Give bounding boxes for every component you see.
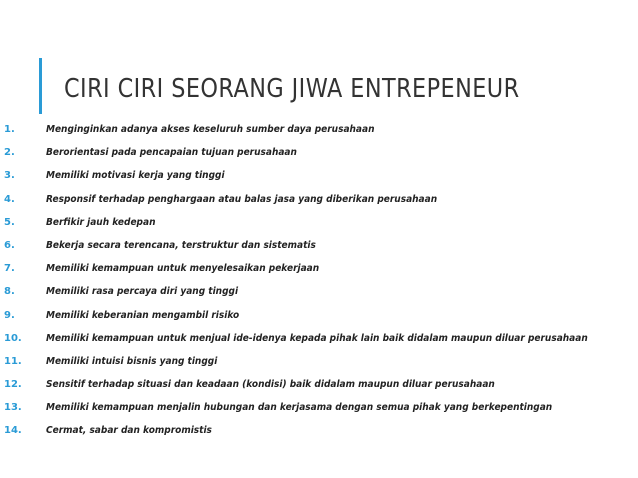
- list-item-text: Menginginkan adanya akses keseluruh sumber daya perusahaan: [46, 124, 375, 135]
- list-item-text: Memiliki kemampuan untuk menjual ide-idenya kepada pihak lain baik didalam maupun diluar perusahaan: [46, 332, 588, 344]
- list-item-number: 4.: [4, 193, 15, 205]
- list-item-text: Berorientasi pada pencapaian tujuan perusahaan: [46, 147, 297, 159]
- list-item-text: Responsif terhadap penghargaan atau balas jasa yang diberikan perusahaan: [46, 193, 438, 205]
- list-item-number: 12.: [4, 379, 22, 391]
- slide-title: CIRI CIRI SEORANG JIWA ENTREPENEUR: [64, 74, 520, 104]
- title-accent-bar: [39, 58, 42, 114]
- list-item-number: 2.: [4, 147, 15, 159]
- list-item-text: Memiliki intuisi bisnis yang tinggi: [46, 355, 218, 367]
- list-item-text: Memiliki keberanian mengambil risiko: [46, 309, 240, 321]
- list-item: [0, 350, 638, 373]
- list-item-number: 8.: [4, 286, 15, 298]
- list-item-number: 10.: [4, 332, 22, 344]
- list-item: [0, 327, 638, 350]
- list-item-text: Memiliki rasa percaya diri yang tinggi: [46, 286, 239, 298]
- list-item-number: 1.: [4, 124, 15, 135]
- list-item-number: 9.: [4, 309, 15, 321]
- list-item-text: Bekerja secara terencana, terstruktur dan sistematis: [46, 239, 316, 251]
- list-item-text: Cermat, sabar dan kompromistis: [46, 425, 212, 437]
- list-item-text: Memiliki kemampuan menjalin hubungan dan kerjasama dengan semua pihak yang berkepentingan: [46, 402, 553, 414]
- list-item-number: 11.: [4, 355, 22, 367]
- list-item: [0, 257, 638, 280]
- list-item-number: 6.: [4, 239, 15, 251]
- list-item: [0, 396, 638, 419]
- list-item: [0, 304, 638, 327]
- list-item-number: 3.: [4, 170, 15, 182]
- list-item-number: 7.: [4, 263, 15, 275]
- list-item: [0, 211, 638, 234]
- list-item: [0, 141, 638, 164]
- list-item: [0, 373, 638, 396]
- list-item-text: Memiliki motivasi kerja yang tinggi: [46, 170, 225, 182]
- list-item-text: Berfikir jauh kedepan: [46, 216, 156, 228]
- list-item-number: 13.: [4, 402, 22, 414]
- list-item-text: Memiliki kemampuan untuk menyelesaikan pekerjaan: [46, 263, 320, 275]
- list-item: [0, 188, 638, 211]
- characteristics-list: [0, 118, 638, 443]
- list-item: [0, 234, 638, 257]
- list-item-number: 14.: [4, 425, 22, 437]
- list-item-number: 5.: [4, 216, 15, 228]
- list-item: [0, 280, 638, 303]
- list-item-text: Sensitif terhadap situasi dan keadaan (kondisi) baik didalam maupun diluar perusahaan: [46, 379, 495, 391]
- list-item: [0, 164, 638, 187]
- list-item: [0, 118, 638, 141]
- list-item: [0, 419, 638, 442]
